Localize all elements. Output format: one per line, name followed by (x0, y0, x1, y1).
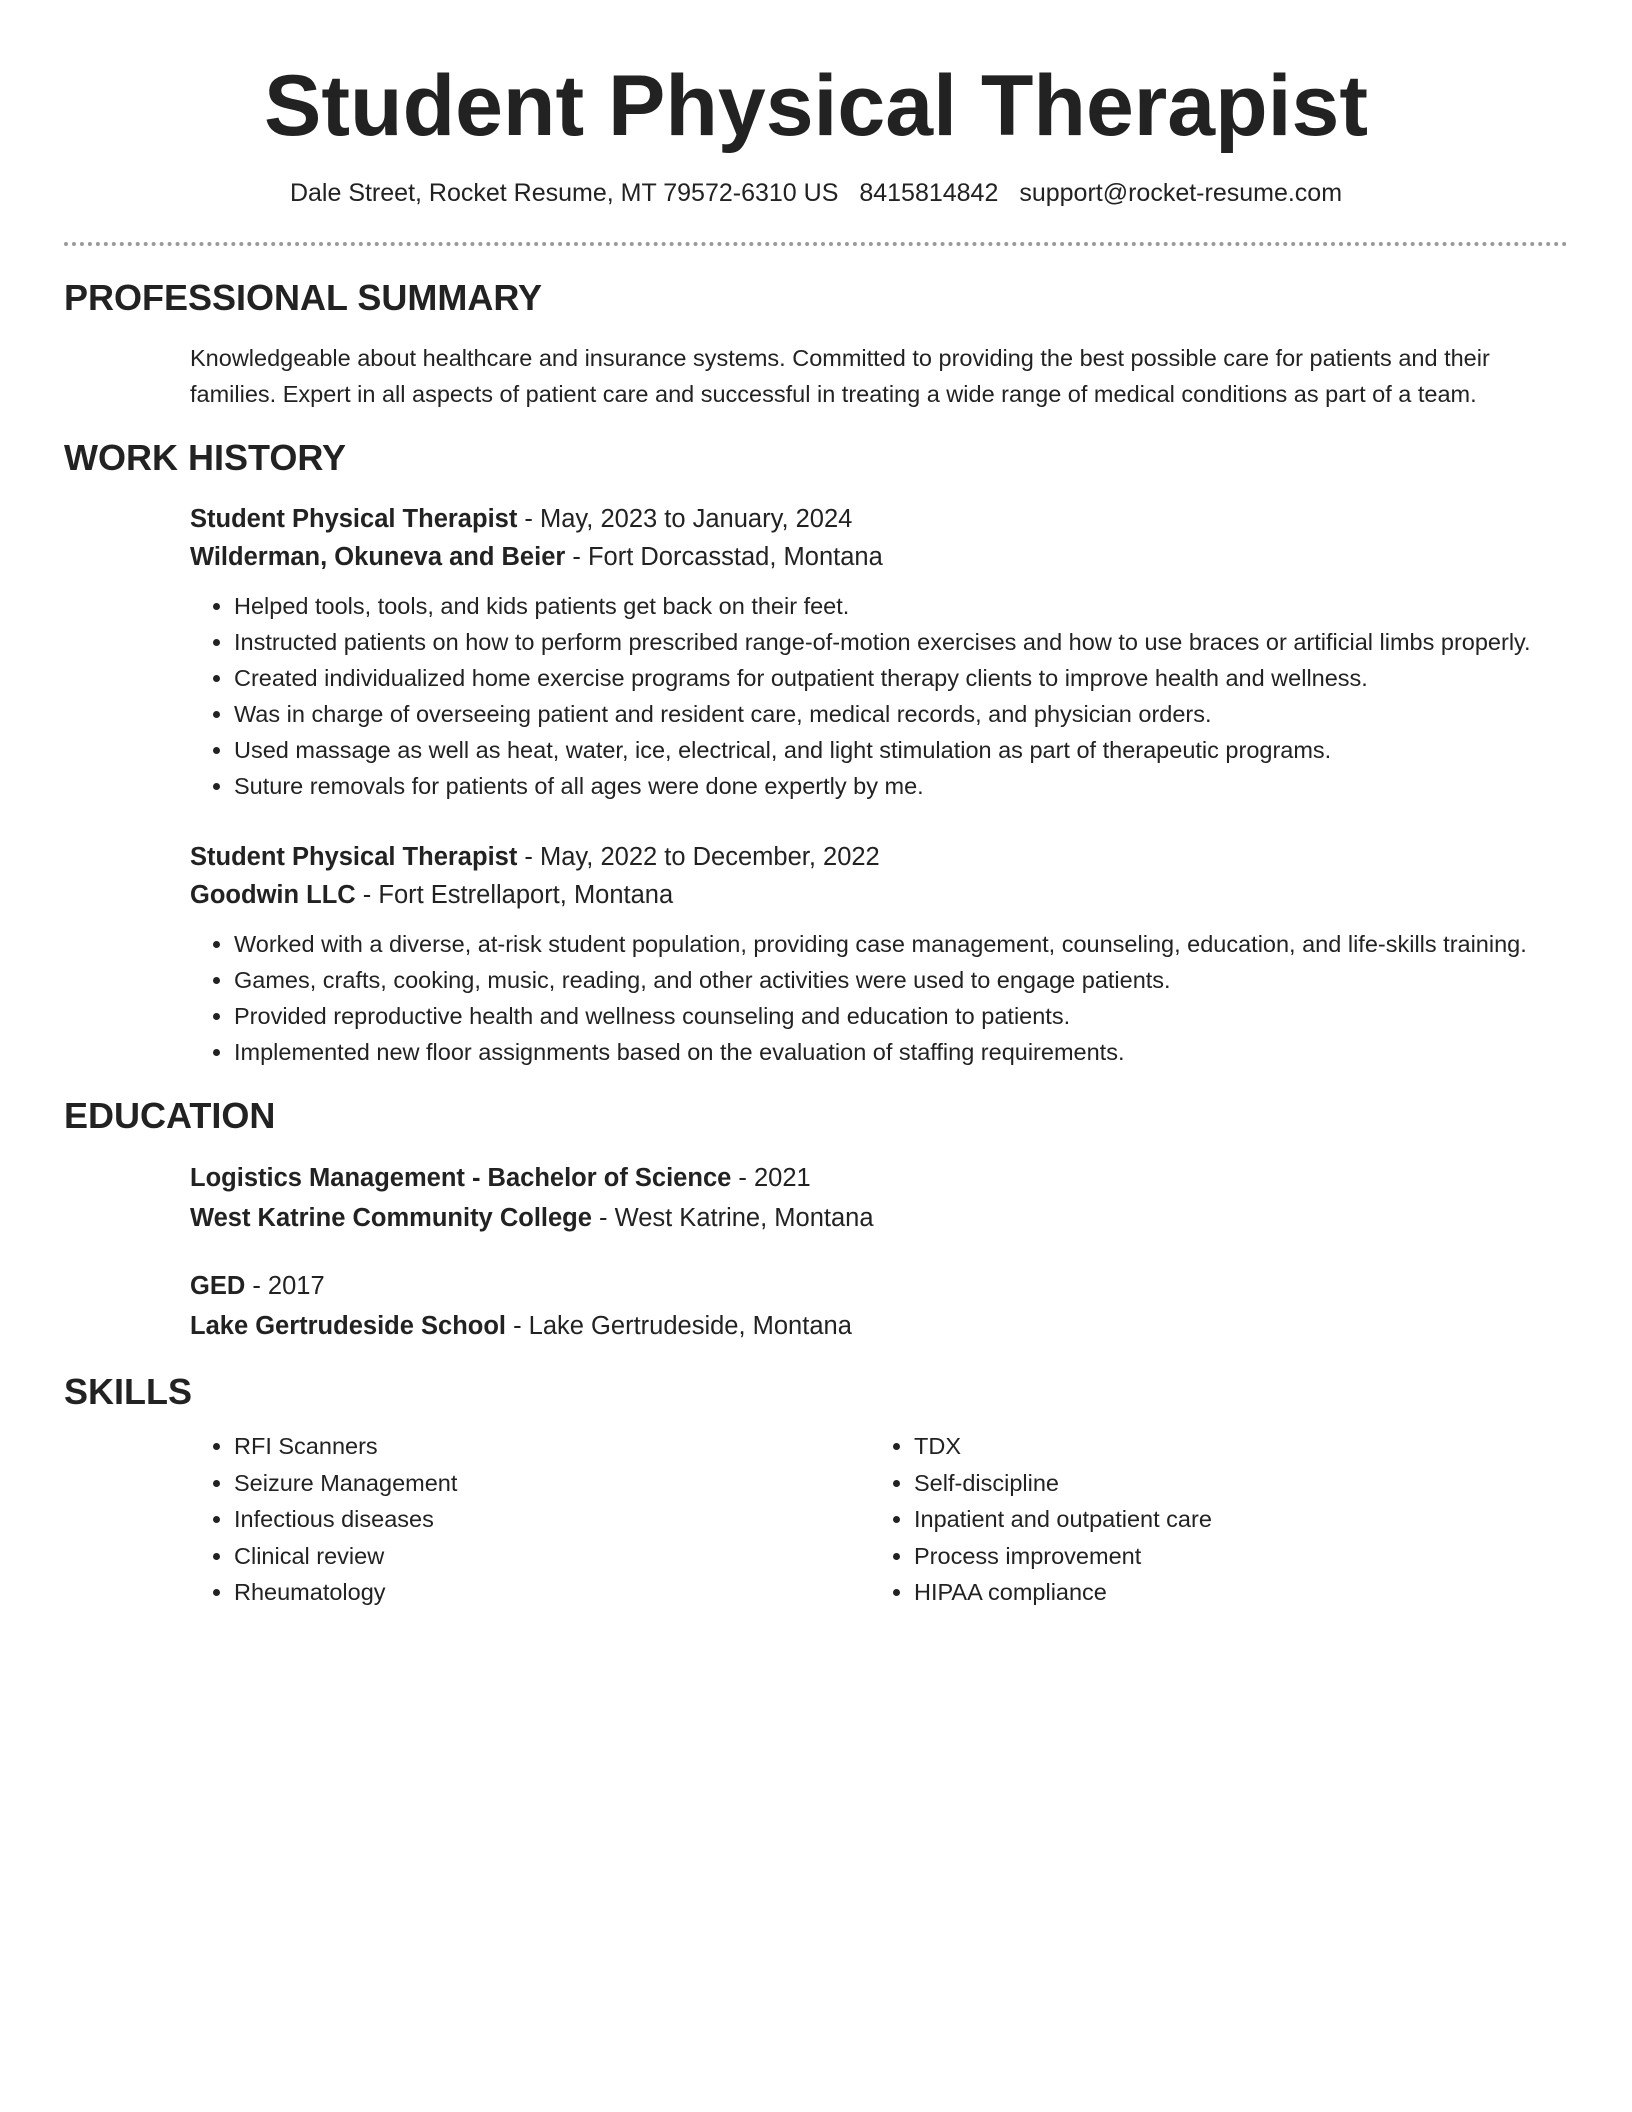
section-title-work: WORK HISTORY (64, 437, 347, 478)
education-degree-line (190, 1266, 1568, 1306)
job-role: Student Physical Therapist (190, 843, 518, 871)
summary-text: Knowledgeable about healthcare and insurance systems. Committed to providing the best possible care for patients and their families. Expert in all aspects of patient care and successful in treating a wide range of medical conditions as part of a team. (190, 345, 1490, 407)
education-school-line (190, 1306, 1568, 1346)
job-entry (190, 838, 1568, 1070)
section-education (64, 1094, 1568, 1346)
job-bullet: • Games, crafts, cooking, music, reading, and other activities were used to engage patients. (234, 962, 1568, 998)
job-bullet: • Created individualized home exercise programs for outpatient therapy clients to improve health and wellness. (234, 660, 1568, 696)
skills-column-left (190, 1428, 870, 1611)
skills-column-right (870, 1428, 1550, 1611)
contact-phone: 8415814842 (859, 179, 999, 207)
skill-item: • Seizure Management (234, 1465, 870, 1502)
job-bullet: • Provided reproductive health and wellness counseling and education to patients. (234, 998, 1568, 1034)
skill-item: • HIPAA compliance (914, 1574, 1550, 1611)
education-location: - West Katrine, Montana (591, 1204, 874, 1232)
contact-line (64, 176, 1568, 210)
job-dates: - May, 2022 to December, 2022 (517, 843, 880, 871)
job-bullet: • Helped tools, tools, and kids patients get back on their feet. (234, 588, 1568, 624)
education-school: Lake Gertrudeside School (190, 1312, 507, 1340)
education-entry (190, 1266, 1568, 1346)
job-company-line (190, 876, 1568, 914)
job-bullet: • Instructed patients on how to perform prescribed range-of-motion exercises and how to use braces or artificial limbs properly. (234, 624, 1568, 660)
education-degree: Logistics Management - Bachelor of Science (190, 1164, 732, 1192)
job-bullet: • Implemented new floor assignments based on the evaluation of staffing requirements. (234, 1034, 1568, 1070)
skill-item: • Self-discipline (914, 1465, 1550, 1502)
job-bullet: • Used massage as well as heat, water, ice, electrical, and light stimulation as part of therapeutic programs. (234, 732, 1568, 768)
skill-item: • TDX (914, 1428, 1550, 1465)
skill-item: • Infectious diseases (234, 1501, 870, 1538)
skill-item: • Inpatient and outpatient care (914, 1501, 1550, 1538)
job-bullets (190, 926, 1568, 1070)
education-location: - Lake Gertrudeside, Montana (506, 1312, 852, 1340)
skill-item: • Process improvement (914, 1538, 1550, 1575)
contact-email: support@rocket-resume.com (1019, 179, 1343, 207)
job-bullets (190, 588, 1568, 804)
education-year: - 2021 (731, 1164, 811, 1192)
education-year: - 2017 (245, 1272, 325, 1300)
section-skills (64, 1370, 1568, 1611)
contact-address: Dale Street, Rocket Resume, MT 79572-6310 US (289, 179, 839, 207)
job-title-line (190, 838, 1568, 876)
section-work-history (64, 436, 1568, 1070)
job-role: Student Physical Therapist (190, 505, 518, 533)
section-title-summary: PROFESSIONAL SUMMARY (64, 277, 543, 318)
candidate-name: Student Physical Therapist (264, 58, 1368, 154)
section-professional-summary (64, 276, 1568, 412)
skill-item: • RFI Scanners (234, 1428, 870, 1465)
job-bullet: • Worked with a diverse, at-risk student population, providing case management, counseling, education, and life-skills training. (234, 926, 1568, 962)
education-degree-line (190, 1158, 1568, 1198)
skill-item: • Rheumatology (234, 1574, 870, 1611)
header-divider (64, 242, 1568, 246)
education-school: West Katrine Community College (190, 1204, 592, 1232)
job-location: - Fort Estrellaport, Montana (355, 881, 674, 909)
education-degree: GED (190, 1272, 246, 1300)
job-entry (190, 500, 1568, 804)
job-company: Goodwin LLC (190, 881, 356, 909)
job-dates: - May, 2023 to January, 2024 (517, 505, 853, 533)
skills-grid (190, 1428, 1568, 1611)
section-title-skills: SKILLS (64, 1371, 193, 1412)
education-school-line (190, 1198, 1568, 1238)
job-title-line (190, 500, 1568, 538)
job-company: Wilderman, Okuneva and Beier (190, 543, 566, 571)
section-title-education: EDUCATION (64, 1095, 276, 1136)
job-bullet: • Was in charge of overseeing patient and resident care, medical records, and physician orders. (234, 696, 1568, 732)
skill-item: • Clinical review (234, 1538, 870, 1575)
job-company-line (190, 538, 1568, 576)
job-location: - Fort Dorcasstad, Montana (565, 543, 883, 571)
education-entry (190, 1158, 1568, 1238)
job-bullet: • Suture removals for patients of all ages were done expertly by me. (234, 768, 1568, 804)
